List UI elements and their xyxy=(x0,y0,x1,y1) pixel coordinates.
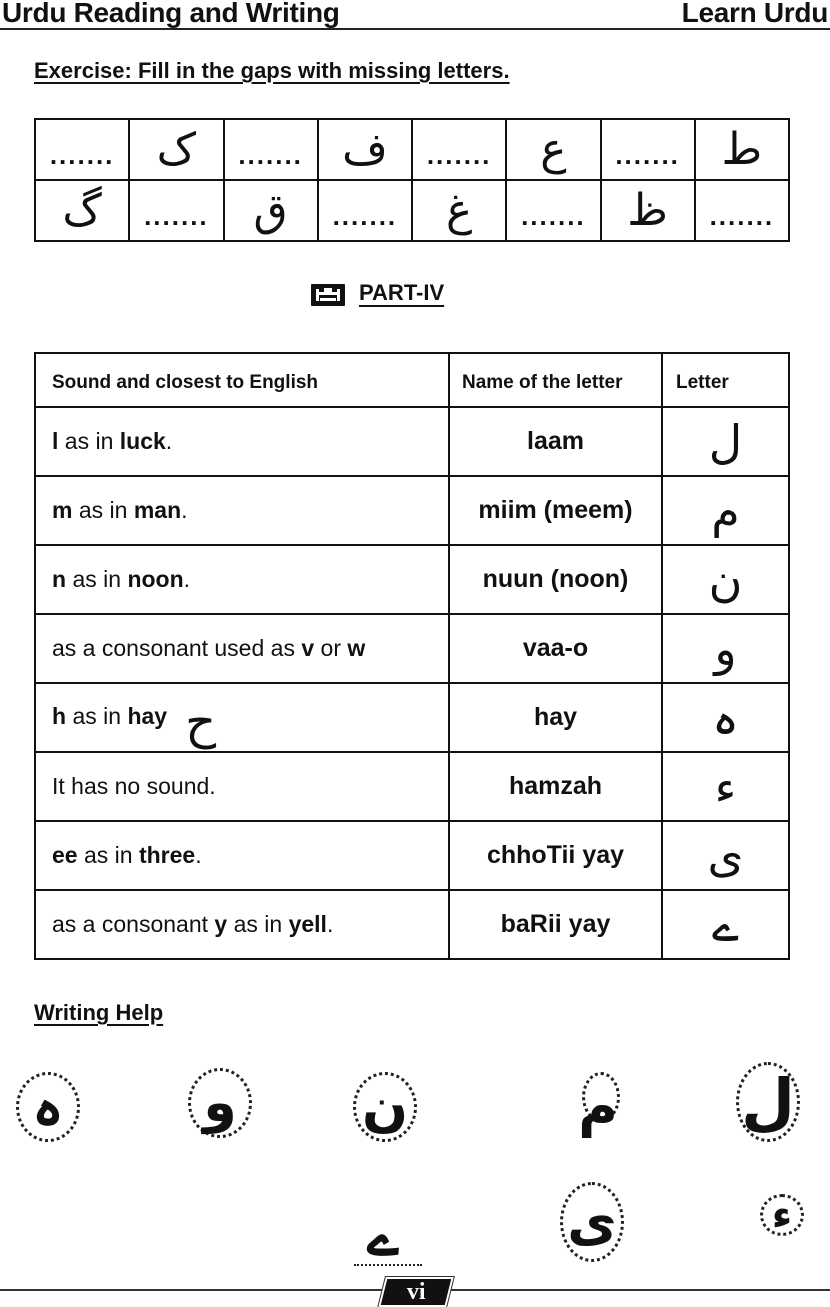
urdu-letter: ی xyxy=(707,828,744,883)
inline-urdu-letter: ح xyxy=(185,693,217,750)
sound-cell: h as in hay ح xyxy=(35,683,449,752)
table-row xyxy=(35,407,789,476)
book-title: Urdu Reading and Writing xyxy=(2,0,340,28)
sound-cell: m as in man. xyxy=(35,476,449,545)
exercise-row-2 xyxy=(35,180,789,241)
sound-cell: as a consonant used as v or w xyxy=(35,614,449,683)
letter-cell xyxy=(662,821,789,890)
header-rule xyxy=(0,28,830,30)
table-row xyxy=(35,890,789,959)
letter-cell xyxy=(662,614,789,683)
table-row xyxy=(35,614,789,683)
name-cell: laam xyxy=(449,407,662,476)
header-letter: Letter xyxy=(662,353,789,407)
stroke-guide-vaao: و xyxy=(180,1058,260,1148)
writing-help-title: Writing Help xyxy=(34,1000,164,1025)
letter-cell xyxy=(662,545,789,614)
letter-cell xyxy=(662,407,789,476)
header-sound: Sound and closest to English xyxy=(35,353,449,407)
letter-kaaf: ک xyxy=(156,123,197,175)
name-cell: chhoTii yay xyxy=(449,821,662,890)
blank-dots: ....... xyxy=(521,201,586,231)
blank-dots: ....... xyxy=(615,140,680,170)
exercise-cell[interactable] xyxy=(506,180,600,241)
exercise-row-1 xyxy=(35,119,789,180)
sound-cell: It has no sound. xyxy=(35,752,449,821)
stroke-guide-miim: م xyxy=(558,1062,638,1152)
part-heading: PART-IV xyxy=(359,280,445,305)
stroke-guide-barii-yay: ے xyxy=(338,1192,428,1282)
header-name: Name of the letter xyxy=(449,353,662,407)
table-row xyxy=(35,545,789,614)
urdu-letter: ل xyxy=(708,414,743,469)
letter-cell xyxy=(662,752,789,821)
name-cell: nuun (noon) xyxy=(449,545,662,614)
exercise-cell[interactable] xyxy=(129,180,223,241)
exercise-cell xyxy=(224,180,318,241)
sound-cell: ee as in three. xyxy=(35,821,449,890)
exercise-cell xyxy=(318,119,412,180)
letter-ain: ع xyxy=(540,123,567,175)
blank-dots: ....... xyxy=(426,140,492,170)
name-cell: baRii yay xyxy=(449,890,662,959)
blank-dots: ....... xyxy=(332,201,398,231)
page-number: vi xyxy=(406,1278,426,1305)
series-title: Learn Urdu xyxy=(681,0,828,28)
sound-cell: n as in noon. xyxy=(35,545,449,614)
stroke-guide-laam: ل xyxy=(728,1052,808,1152)
exercise-cell xyxy=(412,180,506,241)
exercise-cell[interactable] xyxy=(412,119,506,180)
exercise-cell xyxy=(35,180,129,241)
table-header-row xyxy=(35,353,789,407)
urdu-letter: و xyxy=(714,621,737,676)
page-number-badge xyxy=(378,1277,453,1307)
stroke-guide-nuun: ن xyxy=(345,1062,425,1152)
exercise-title: Exercise: Fill in the gaps with missing letters. xyxy=(34,58,510,83)
letter-cell xyxy=(662,683,789,752)
table-row xyxy=(35,476,789,545)
letter-cell xyxy=(662,476,789,545)
table-row xyxy=(35,821,789,890)
urdu-letter: ہ xyxy=(712,690,739,745)
blank-dots: ....... xyxy=(144,201,209,231)
exercise-cell xyxy=(506,119,600,180)
blank-dots: ....... xyxy=(238,140,303,170)
urdu-letter: ے xyxy=(712,897,739,952)
exercise-cell xyxy=(695,119,789,180)
letter-fay: ف xyxy=(342,123,388,175)
table-row xyxy=(35,683,789,752)
stroke-guide-hamzah: ء xyxy=(752,1180,812,1250)
name-cell: hamzah xyxy=(449,752,662,821)
letter-gaaf: گ xyxy=(62,184,102,236)
letter-toay: ط xyxy=(721,123,763,175)
exercise-cell[interactable] xyxy=(601,119,695,180)
exercise-grid xyxy=(34,118,790,242)
exercise-cell xyxy=(129,119,223,180)
sound-cell: as a consonant y as in yell. xyxy=(35,890,449,959)
exercise-cell[interactable] xyxy=(35,119,129,180)
blank-dots: ....... xyxy=(709,201,775,231)
urdu-letter: ن xyxy=(708,552,743,607)
letter-zoay: ظ xyxy=(627,184,668,236)
exercise-cell[interactable] xyxy=(224,119,318,180)
table-row xyxy=(35,752,789,821)
stroke-guide-chhotii-yay: ی xyxy=(552,1172,632,1272)
letters-table xyxy=(34,352,790,960)
name-cell: miim (meem) xyxy=(449,476,662,545)
stroke-guide-hay: ہ xyxy=(8,1062,88,1152)
sound-cell: l as in luck. xyxy=(35,407,449,476)
urdu-letter: م xyxy=(711,483,740,538)
letter-cell xyxy=(662,890,789,959)
name-cell: hay xyxy=(449,683,662,752)
cassette-tape-icon xyxy=(311,284,345,306)
exercise-cell[interactable] xyxy=(695,180,789,241)
blank-dots: ....... xyxy=(49,140,115,170)
name-cell: vaa-o xyxy=(449,614,662,683)
urdu-letter: ء xyxy=(714,759,737,814)
exercise-cell[interactable] xyxy=(318,180,412,241)
exercise-cell xyxy=(601,180,695,241)
letter-ghain: غ xyxy=(445,184,473,236)
letter-qaaf: ق xyxy=(253,184,288,236)
